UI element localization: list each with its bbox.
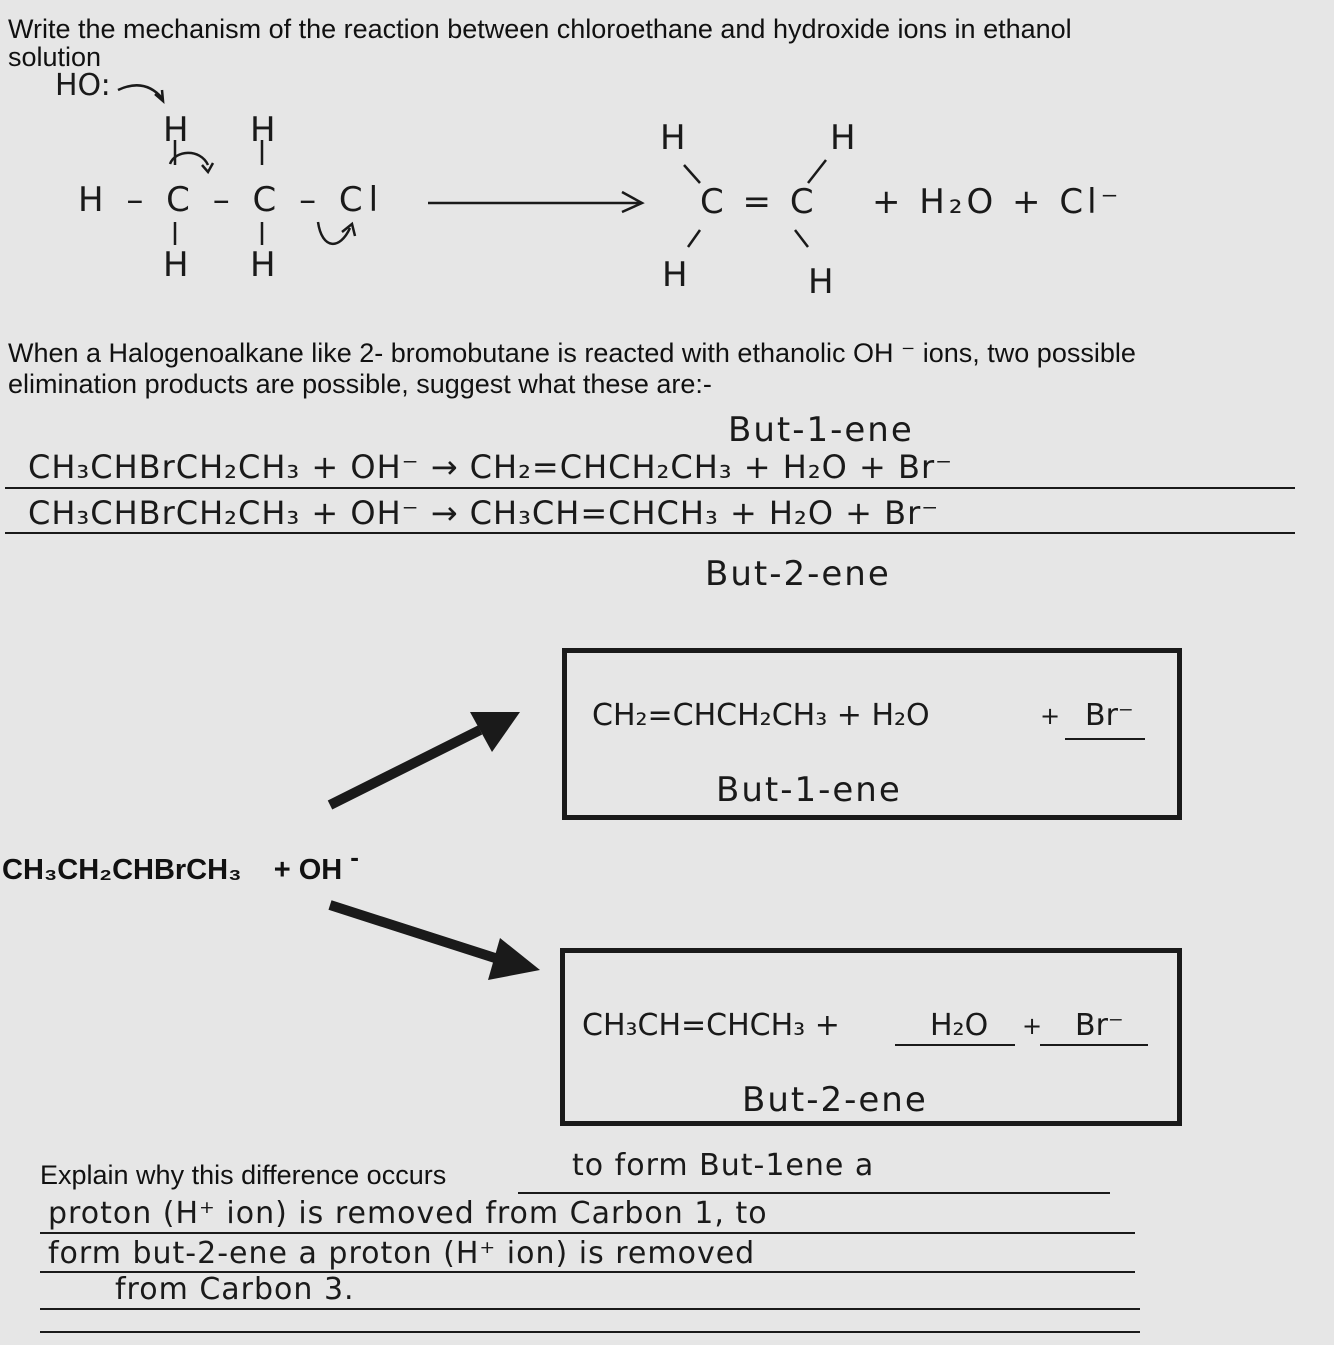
product-byproducts: + H₂O + Cl⁻ — [872, 182, 1123, 222]
box2-water: H₂O — [930, 1008, 989, 1043]
reactant-bottom-h2: H — [250, 245, 276, 285]
answer-name-but-1-ene: But-1-ene — [728, 410, 914, 450]
reactant-chain: H – C – C – Cl — [78, 180, 385, 220]
answer-name-but-2-ene: But-2-ene — [705, 554, 891, 594]
answer-equation-1: CH₃CHBrCH₂CH₃ + OH⁻ → CH₂=CHCH₂CH₃ + H₂O + Br⁻ — [28, 448, 953, 486]
nucleophile-label: HO: — [55, 68, 111, 103]
product-bottom-h2: H — [808, 262, 834, 302]
diagram-reactant — [2, 842, 359, 887]
box2-formula: CH₃CH=CHCH₃ + — [582, 1008, 840, 1043]
reactant-top-h2: H — [250, 110, 276, 150]
box2-plus: + — [1022, 1012, 1043, 1040]
product-core: C = C — [700, 182, 818, 222]
question2-prompt-line2: elimination products are possible, suggest what these are:- — [8, 369, 712, 399]
question3-prompt: Explain why this difference occurs — [40, 1160, 447, 1190]
reactant-top-h1: H — [163, 110, 189, 150]
answer-equation-2: CH₃CHBrCH₂CH₃ + OH⁻ → CH₃CH=CHCH₃ + H₂O + Br⁻ — [28, 494, 940, 532]
box2-name: But-2-ene — [742, 1080, 928, 1120]
question2-prompt-line1: When a Halogenoalkane like 2- bromobutane is reacted with ethanolic OH ⁻ ions, two possible — [8, 338, 1136, 368]
box1-ion: Br⁻ — [1085, 698, 1134, 733]
explanation-line1: to form But-1ene a — [572, 1148, 875, 1183]
question1-prompt-line1: Write the mechanism of the reaction between chloroethane and hydroxide ions in ethanol — [8, 14, 1072, 44]
box2-ion: Br⁻ — [1075, 1008, 1124, 1043]
explanation-line4: from Carbon 3. — [115, 1272, 355, 1307]
answer-line-2 — [5, 532, 1295, 534]
diagram-reagent-charge: - — [350, 842, 359, 872]
diagram-reactant-main: CH₃CH₂CHBrCH₃ — [2, 854, 242, 887]
box1-name: But-1-ene — [716, 770, 902, 810]
box1-formula: CH₂=CHCH₂CH₃ + H₂O — [592, 698, 930, 733]
explanation-line2: proton (H⁺ ion) is removed from Carbon 1, to — [48, 1196, 768, 1231]
reactant-bottom-h1: H — [163, 245, 189, 285]
curly-arrow-leaving-group — [318, 222, 350, 244]
answer-line-1 — [5, 487, 1295, 489]
arrow-to-box2 — [330, 905, 495, 958]
arrow-to-box1 — [330, 730, 480, 805]
diagram-reagent: + OH — [273, 854, 343, 887]
curly-arrow-nucleophile — [118, 85, 162, 98]
box1-plus: + — [1040, 702, 1061, 730]
product-top-h1: H — [660, 118, 686, 158]
product-bottom-h1: H — [662, 255, 688, 295]
explanation-line3: form but-2-ene a proton (H⁺ ion) is removed — [48, 1236, 756, 1271]
question1-prompt-line2: solution — [8, 42, 102, 72]
product-top-h2: H — [830, 118, 856, 158]
